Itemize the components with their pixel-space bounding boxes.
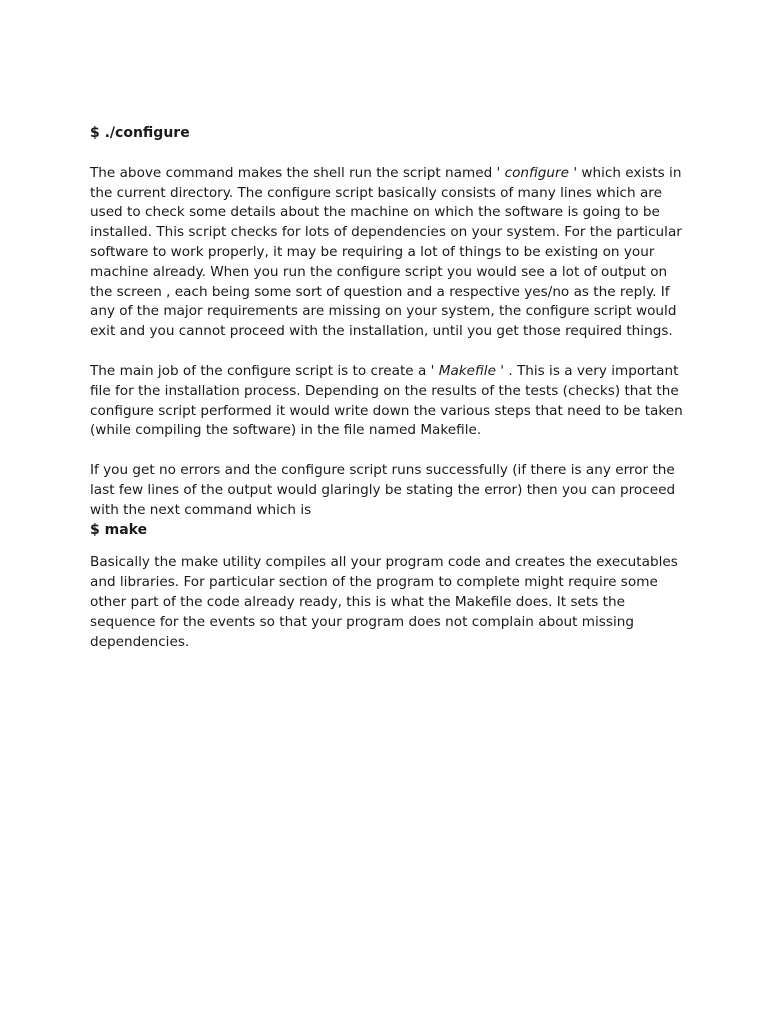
make-command: $ make: [90, 521, 148, 538]
configure-script-name: configure: [504, 164, 569, 181]
paragraph-text: ' . This is a very important file for the installation process. Depending on the results of the tests (checks) that the configure script performed it would write down the various steps that need to be taken (while compiling the software) in the file named Makefile.: [90, 362, 683, 439]
configure-description-paragraph: [90, 164, 690, 342]
makefile-description-paragraph: [90, 362, 690, 441]
makefile-name: Makefile: [438, 362, 496, 379]
paragraph-text: ' which exists in the current directory. The configure script basically consists of many lines which are used to check some details about the machine on which the software is going to be installed. This script checks for lots of dependencies on your system. For the particular software to work properly, it may be requiring a lot of things to be existing on your machine already. When you run the configure script you would see a lot of output on the screen , each being some sort of question and a respective yes/no as the reply. If any of the major requirements are missing on your system, the configure script would exit and you cannot proceed with the installation, until you get those required things.: [90, 164, 682, 340]
paragraph-text: The main job of the configure script is to create a ': [90, 362, 439, 379]
make-description-paragraph: Basically the make utility compiles all your program code and creates the executables and libraries. For particular section of the program to complete might require some other part of the code already ready, this is what the Makefile does. It sets the sequence for the events so that your program does not complain about missing dependencies.: [90, 554, 678, 650]
paragraph-text: The above command makes the shell run the script named ': [90, 164, 505, 181]
configure-command: $ ./configure: [90, 125, 190, 141]
document-page: [90, 124, 690, 672]
next-command-paragraph: If you get no errors and the configure script runs successfully (if there is any error the last few lines of the output would glaringly be stating the error) then you can proceed with the next command which is: [90, 462, 676, 518]
